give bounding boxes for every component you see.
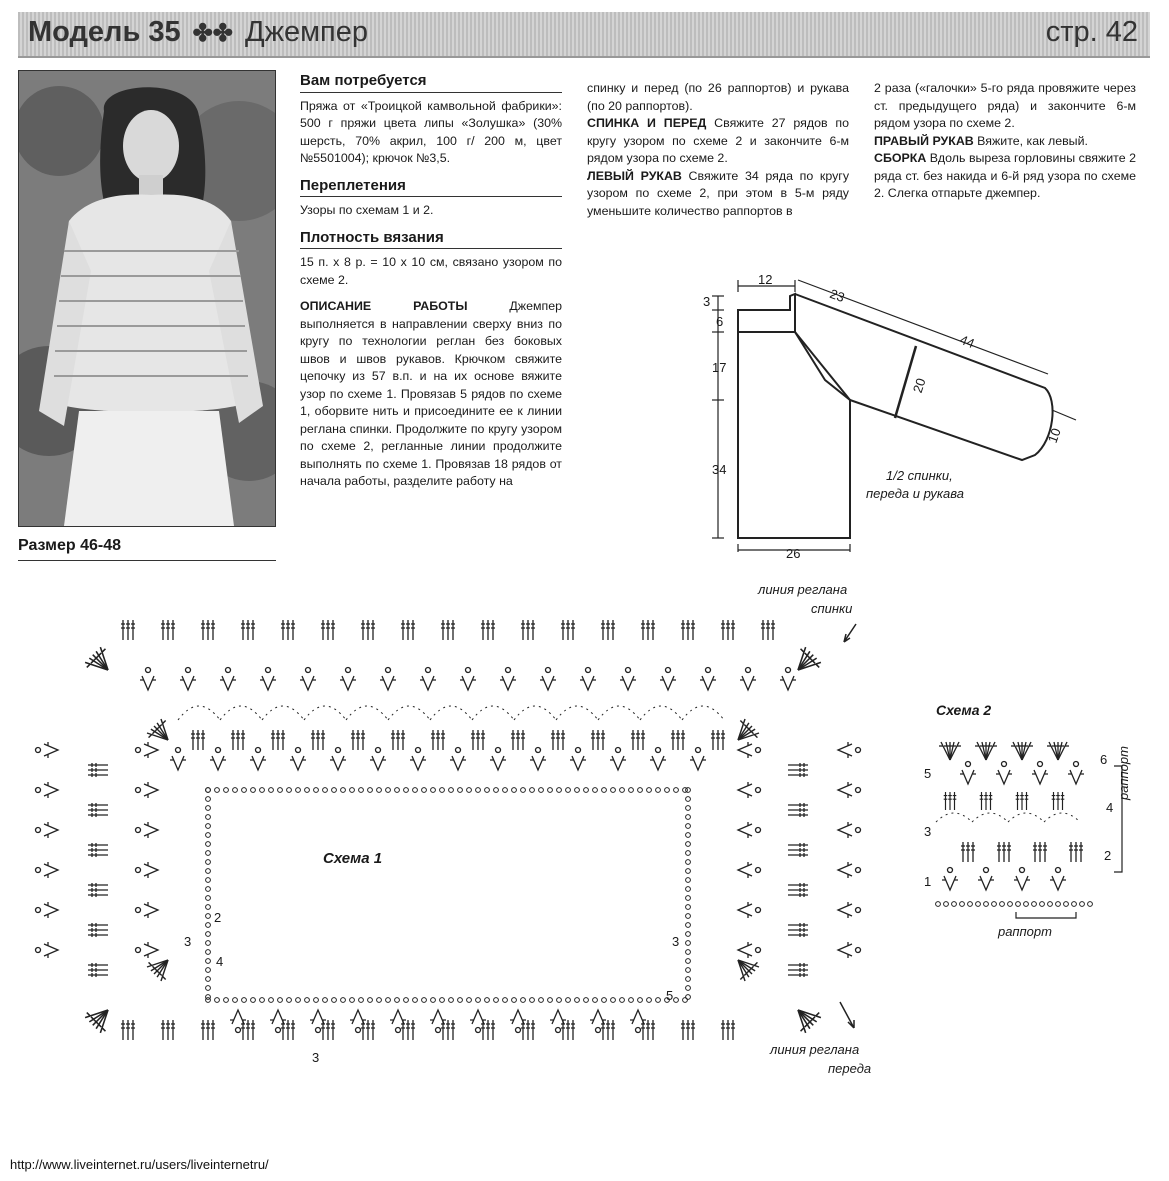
instructions-column-3 xyxy=(874,80,1136,203)
dim-sleeve-width: 20 xyxy=(909,376,929,395)
pattern-diagram-drawing xyxy=(690,260,1110,570)
front-raglan-label-1: линия реглана xyxy=(770,1042,860,1057)
decrease-text: 2 раза («галочки» 5-го ряда провяжите через ст. предыдущего ряда) и закончите 6-м рядом узора по схеме 2. xyxy=(874,81,1136,130)
model-number: Модель 35 xyxy=(28,16,181,48)
scheme-1-title: Схема 1 xyxy=(323,850,383,867)
division-text: спинку и перед (по 26 раппортов) и рукава (по 20 раппортов). xyxy=(587,81,849,113)
row-label-3b: 3 xyxy=(672,934,680,949)
dim-neck-drop: 3 xyxy=(703,294,711,309)
left-sleeve-lead: ЛЕВЫЙ РУКАВ xyxy=(587,168,682,183)
patterns-heading: Переплетения xyxy=(300,177,562,198)
pattern-diagram xyxy=(690,260,1110,570)
scheme-1-symbols xyxy=(18,580,898,1080)
page-number: стр. 42 xyxy=(1045,16,1138,48)
front-raglan-label-2: переда xyxy=(828,1061,872,1076)
s2-repeat-vertical xyxy=(1116,746,1131,800)
dim-sleeve-length: 44 xyxy=(957,331,977,352)
row-label-2: 2 xyxy=(214,910,222,925)
scheme-2-chart xyxy=(920,700,1160,950)
s2-row-1: 1 xyxy=(924,874,932,889)
dim-bottom-width: 26 xyxy=(786,546,801,561)
assembly-text xyxy=(874,150,1136,203)
caption-divider xyxy=(18,560,276,561)
description-lead: ОПИСАНИЕ РАБОТЫ xyxy=(300,299,468,313)
description-body: Джемпер выполняется в направлении сверху вниз по кругу по технологии реглан без боковых швов и швов рукавов. Крючком свяжите цепочку из 57 в.п. и на их основе вяжите узор по схеме 1. Провязав 5 рядов по схеме 1, оборвите нить и присоедините ее к линии реглана спинки. Продолжите по кругу узором по схеме 2, регланные линии продолжите выполнять по схеме 1. Провязав 18 рядов от начала работы, разделите работу на xyxy=(300,299,562,488)
back-front-lead: СПИНКА И ПЕРЕД xyxy=(587,116,707,130)
page-header xyxy=(18,12,1150,58)
left-sleeve-body: Свяжите 34 ряда по кругу узором по схеме 2, при этом в 5-м ряду уменьшите количество раппортов в xyxy=(587,168,850,218)
model-title xyxy=(28,16,368,49)
right-sleeve-body: Вяжите, как левый. xyxy=(973,133,1088,148)
dim-raglan: 23 xyxy=(827,285,847,306)
materials-heading: Вам потребуется xyxy=(300,72,562,93)
s2-repeat-horizontal: раппорт xyxy=(998,924,1052,939)
scheme-2-symbols xyxy=(920,700,1160,950)
row-label-4: 4 xyxy=(216,954,224,969)
assembly-body: Вдоль выреза горловины свяжите 2 ряда ст. без накида и 6-й ряд узора по схеме 2. Слегка отпарьте джемпер. xyxy=(874,151,1136,200)
instructions-column-2 xyxy=(587,80,849,220)
s2-row-6: 6 xyxy=(1100,752,1108,767)
dim-yoke: 6 xyxy=(716,314,724,329)
back-raglan-label-2: спинки xyxy=(811,601,853,616)
source-url: http://www.liveinternet.ru/users/liveinternetru/ xyxy=(10,1157,269,1172)
diagram-caption-2: переда и рукава xyxy=(866,486,964,501)
gauge-heading: Плотность вязания xyxy=(300,229,562,250)
description-text xyxy=(300,298,562,491)
dim-cuff: 10 xyxy=(1044,426,1064,445)
s2-row-2: 2 xyxy=(1104,848,1112,863)
s2-row-3: 3 xyxy=(924,824,932,839)
diagram-caption-1: 1/2 спинки, xyxy=(886,468,953,483)
back-front-text xyxy=(587,115,849,168)
row-label-3a: 3 xyxy=(184,934,192,949)
back-raglan-label-1: линия реглана xyxy=(758,582,848,597)
left-sleeve-text xyxy=(587,168,849,221)
s2-row-4: 4 xyxy=(1106,800,1114,815)
right-sleeve-text xyxy=(874,133,1136,151)
row-label-3c: 3 xyxy=(312,1050,320,1065)
back-front-body: Свяжите 27 рядов по кругу узором по схеме 2 и закончите 6-м рядом узора по схеме 2. xyxy=(587,116,849,165)
ornament-icon: ✤✤ xyxy=(192,20,233,47)
assembly-lead: СБОРКА xyxy=(874,151,927,165)
dim-body: 34 xyxy=(712,462,727,477)
size-caption: Размер 46-48 xyxy=(18,537,121,554)
right-sleeve-lead: ПРАВЫЙ РУКАВ xyxy=(874,133,974,148)
dim-top-width: 12 xyxy=(758,272,773,287)
materials-text: Пряжа от «Троицкой камвольной фабрики»: 500 г пряжи цвета липы «Золушка» (30% шерсть, 70% акрил, 100 г/ 200 м, цвет №5501004); крючок №3,5. xyxy=(300,98,562,165)
gauge-text: 15 п. х 8 р. = 10 х 10 см, связано узором по схеме 2. xyxy=(300,255,562,287)
scheme-1-chart xyxy=(18,580,898,1080)
instructions-column-1 xyxy=(300,72,562,491)
garment-name: Джемпер xyxy=(244,16,369,48)
patterns-text: Узоры по схемам 1 и 2. xyxy=(300,203,434,217)
s2-row-5: 5 xyxy=(924,766,932,781)
s2-repeat-vertical-text: раппорт xyxy=(1116,746,1131,800)
row-label-5: 5 xyxy=(666,988,674,1003)
scheme-2-title: Схема 2 xyxy=(936,702,992,718)
model-photo xyxy=(18,70,276,527)
dim-armhole: 17 xyxy=(712,360,727,375)
